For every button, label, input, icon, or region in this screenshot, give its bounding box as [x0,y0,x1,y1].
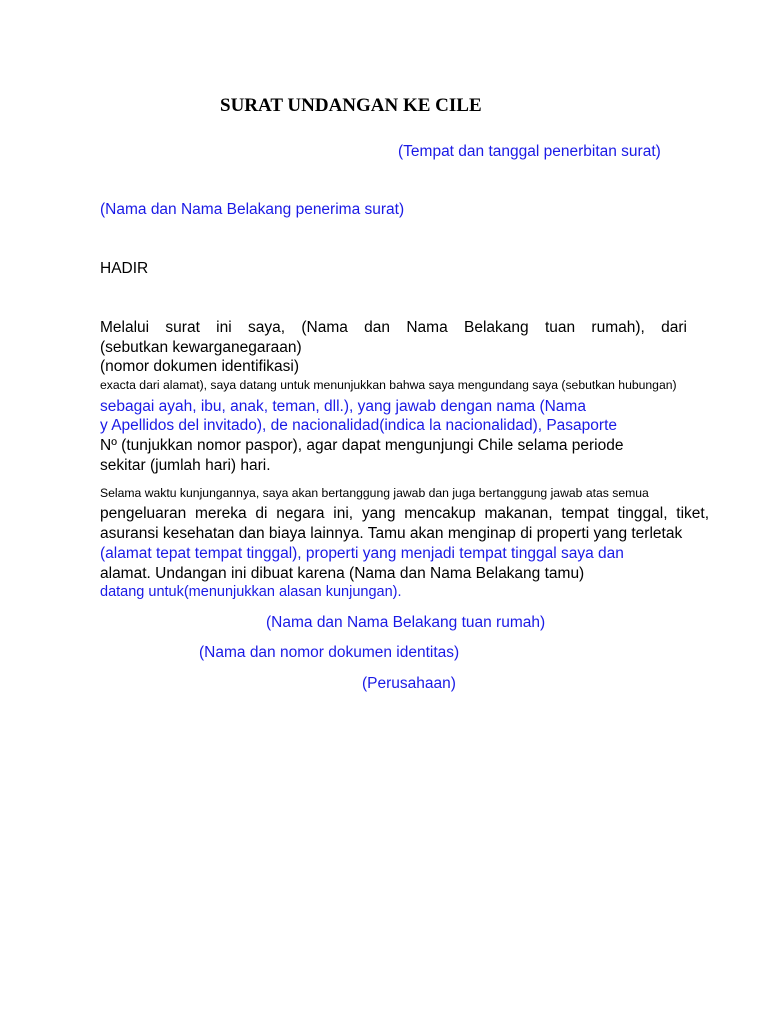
body-line-4: exacta dari alamat), saya datang untuk menunjukkan bahwa saya mengundang saya (sebutkan hubungan) [100,378,677,392]
body-line-8: sekitar (jumlah hari) hari. [100,457,271,474]
body-line-9: Selama waktu kunjungannya, saya akan bertanggung jawab dan juga bertanggung jawab atas semua [100,486,649,500]
place-date-placeholder: (Tempat dan tanggal penerbitan surat) [398,143,661,160]
signature-company: (Perusahaan) [362,675,456,692]
signature-id-document: (Nama dan nomor dokumen identitas) [199,644,460,661]
body-line-1: Melalui surat ini saya, (Nama dan Nama Belakang tuan rumah), dari [100,319,687,336]
body-line-13: alamat. Undangan ini dibuat karena (Nama dan Nama Belakang tamu) [100,565,585,582]
salutation: HADIR [100,260,149,277]
body-line-12: (alamat tepat tempat tinggal), properti yang menjadi tempat tinggal saya dan [100,545,624,562]
recipient-placeholder: (Nama dan Nama Belakang penerima surat) [100,201,405,218]
body-line-10: pengeluaran mereka di negara ini, yang mencakup makanan, tempat tinggal, tiket, [100,505,709,522]
letter-title: SURAT UNDANGAN KE CILE [220,95,482,116]
body-line-2: (sebutkan kewarganegaraan) [100,339,302,356]
body-line-3: (nomor dokumen identifikasi) [100,358,300,375]
body-line-5: sebagai ayah, ibu, anak, teman, dll.), yang jawab dengan nama (Nama [100,398,586,415]
body-line-6: y Apellidos del invitado), de nacionalidad(indica la nacionalidad), Pasaporte [100,417,618,434]
body-line-11: asuransi kesehatan dan biaya lainnya. Tamu akan menginap di properti yang terletak [100,525,683,542]
body-line-14: datang untuk(menunjukkan alasan kunjungan). [100,584,402,600]
signature-host-name: (Nama dan Nama Belakang tuan rumah) [266,614,546,631]
body-line-7: Nº (tunjukkan nomor paspor), agar dapat mengunjungi Chile selama periode [100,437,624,454]
